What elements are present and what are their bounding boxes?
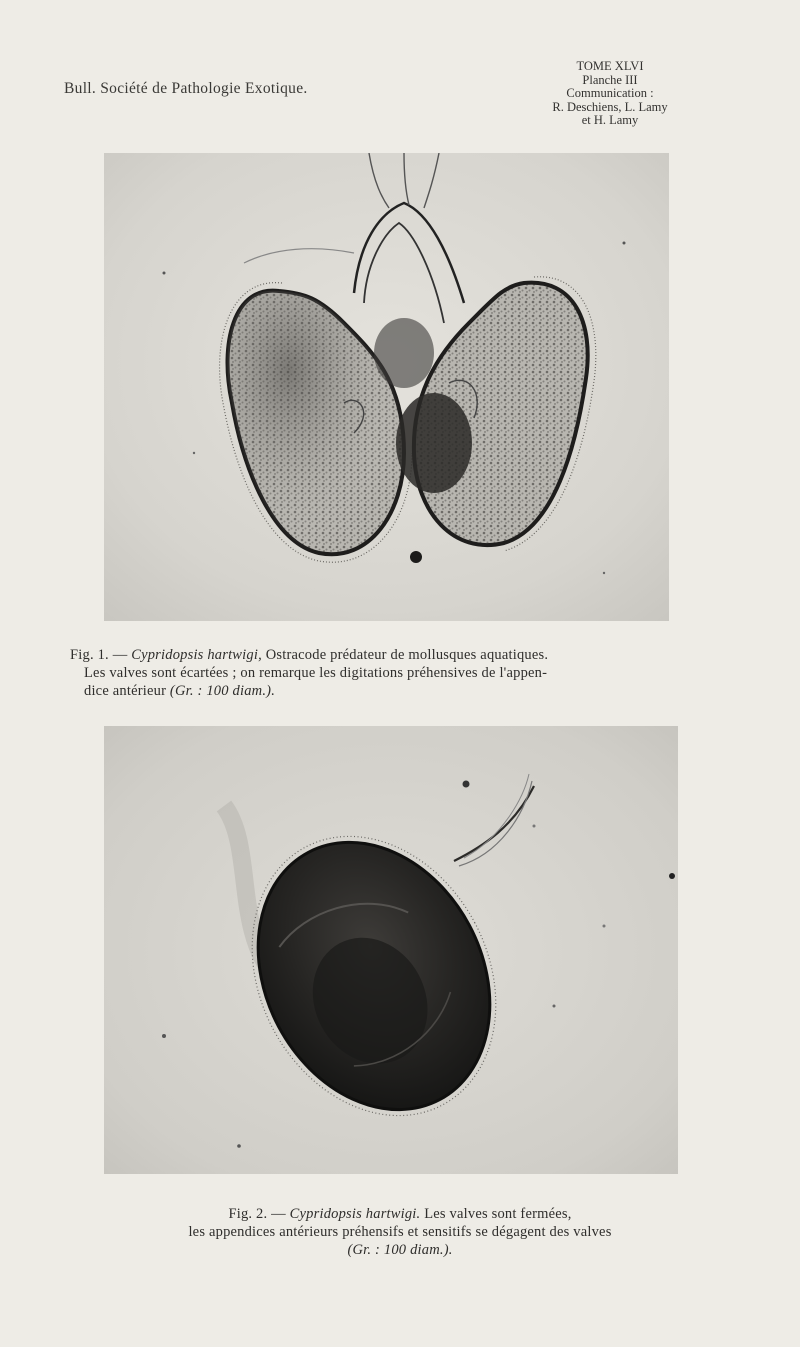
figure-1-caption-rest: Ostracode prédateur de mollusques aquatiques. <box>261 647 549 663</box>
authors-line-1: R. Deschiens, L. Lamy <box>552 99 668 114</box>
figure-1-micrograph <box>104 153 669 621</box>
figure-2-caption-line-1 <box>100 1205 700 1223</box>
figure-1-caption-line-3 <box>70 682 720 700</box>
figure-2-label: Fig. 2. — <box>228 1206 290 1222</box>
figure-2-caption-line-2: les appendices antérieurs préhensifs et sensitifs se dégagent des valves <box>188 1224 612 1240</box>
figure-2-micrograph <box>104 726 678 1174</box>
figure-2-caption-line-3 <box>100 1241 700 1259</box>
plate-header <box>490 60 730 128</box>
figure-2-magnification: (Gr. : 100 diam.). <box>347 1242 453 1258</box>
figure-1-species: Cypridopsis hartwigi, <box>131 647 262 663</box>
figure-2-caption <box>100 1205 700 1259</box>
journal-title: Bull. Société de Pathologie Exotique. <box>64 80 308 97</box>
ostracod-closed-valves-image <box>104 726 678 1174</box>
authors-line-2: et H. Lamy <box>581 113 639 127</box>
figure-1-caption-line-1 <box>70 646 720 664</box>
communication-label: Communication : <box>566 86 654 100</box>
figure-1-label: Fig. 1. — <box>70 647 132 663</box>
figure-1-caption-line-2: Les valves sont écartées ; on remarque les digitations préhensives de l'appen- <box>84 665 548 681</box>
figure-1-magnification: (Gr. : 100 diam.). <box>169 683 276 699</box>
figure-1-caption <box>70 646 720 700</box>
ostracod-open-valves-image <box>104 153 669 621</box>
figure-2-species: Cypridopsis hartwigi. <box>289 1206 421 1222</box>
planche-label: Planche III <box>582 72 638 87</box>
tome-label: TOME XLVI <box>576 59 644 73</box>
figure-2-caption-rest: Les valves sont fermées, <box>420 1206 572 1222</box>
figure-1-caption-line-3-text: dice antérieur <box>84 683 170 699</box>
